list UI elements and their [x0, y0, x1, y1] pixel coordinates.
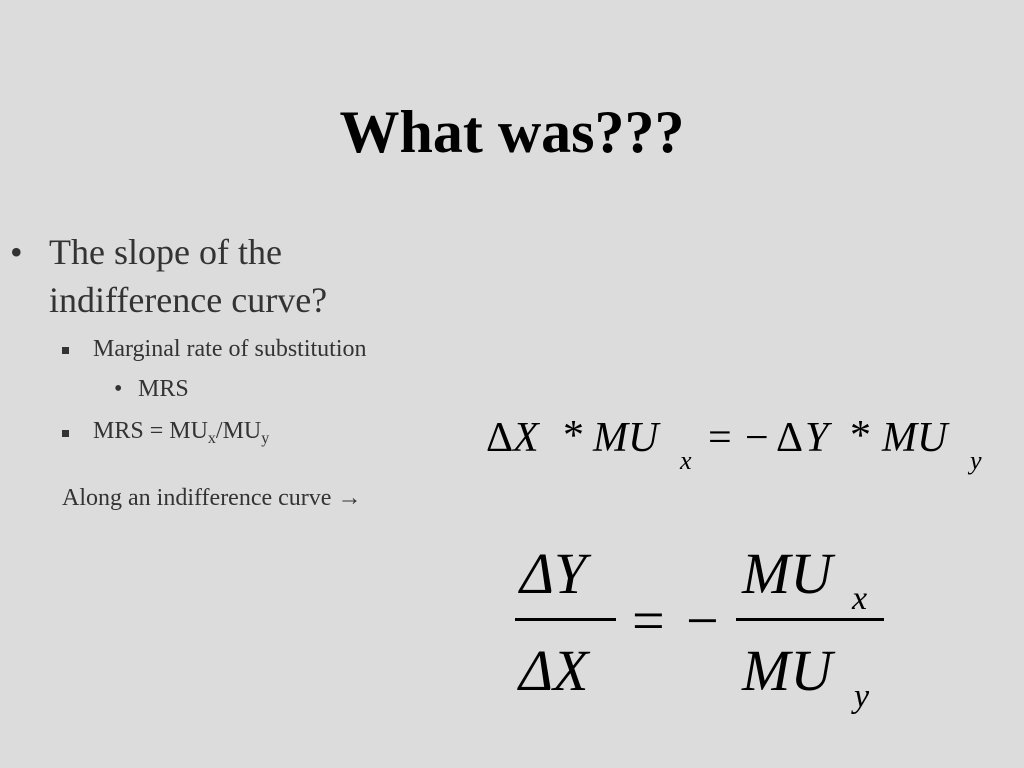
- equation-product-form: Δ X * MU x = − Δ Y * MU y: [486, 413, 982, 475]
- bullet-mrs-formula: MRS = $MU_x/MU_y$: [93, 418, 270, 447]
- slide-title: What was???: [339, 99, 685, 165]
- arrow-right-icon: →: [337, 485, 362, 511]
- note-along-curve: Along an indifference curve →: [62, 485, 362, 511]
- fraction-denominator-left: ΔX: [519, 638, 589, 703]
- bullet-mrs-text: MRS: [138, 376, 189, 402]
- bullet-marker: •: [10, 232, 23, 272]
- minus-sign: −: [686, 588, 719, 653]
- square-bullet-marker: [62, 430, 69, 437]
- bullet-mrs-label: Marginal rate of substitution: [93, 336, 367, 362]
- fraction-numerator-right: MU: [742, 541, 833, 606]
- fraction-bar-left: [515, 618, 616, 621]
- equals-sign: =: [632, 588, 665, 653]
- bullet-slope-text: The slope of the indifference curve?: [49, 232, 328, 320]
- bullet-marker: •: [114, 376, 123, 402]
- square-bullet-marker: [62, 347, 69, 354]
- fraction-bar-right: [736, 618, 884, 621]
- fraction-denominator-subscript: y: [854, 678, 870, 715]
- fraction-numerator-subscript: x: [852, 580, 868, 617]
- fraction-denominator-right: MU: [742, 638, 833, 703]
- fraction-numerator-left: ΔY: [520, 541, 587, 606]
